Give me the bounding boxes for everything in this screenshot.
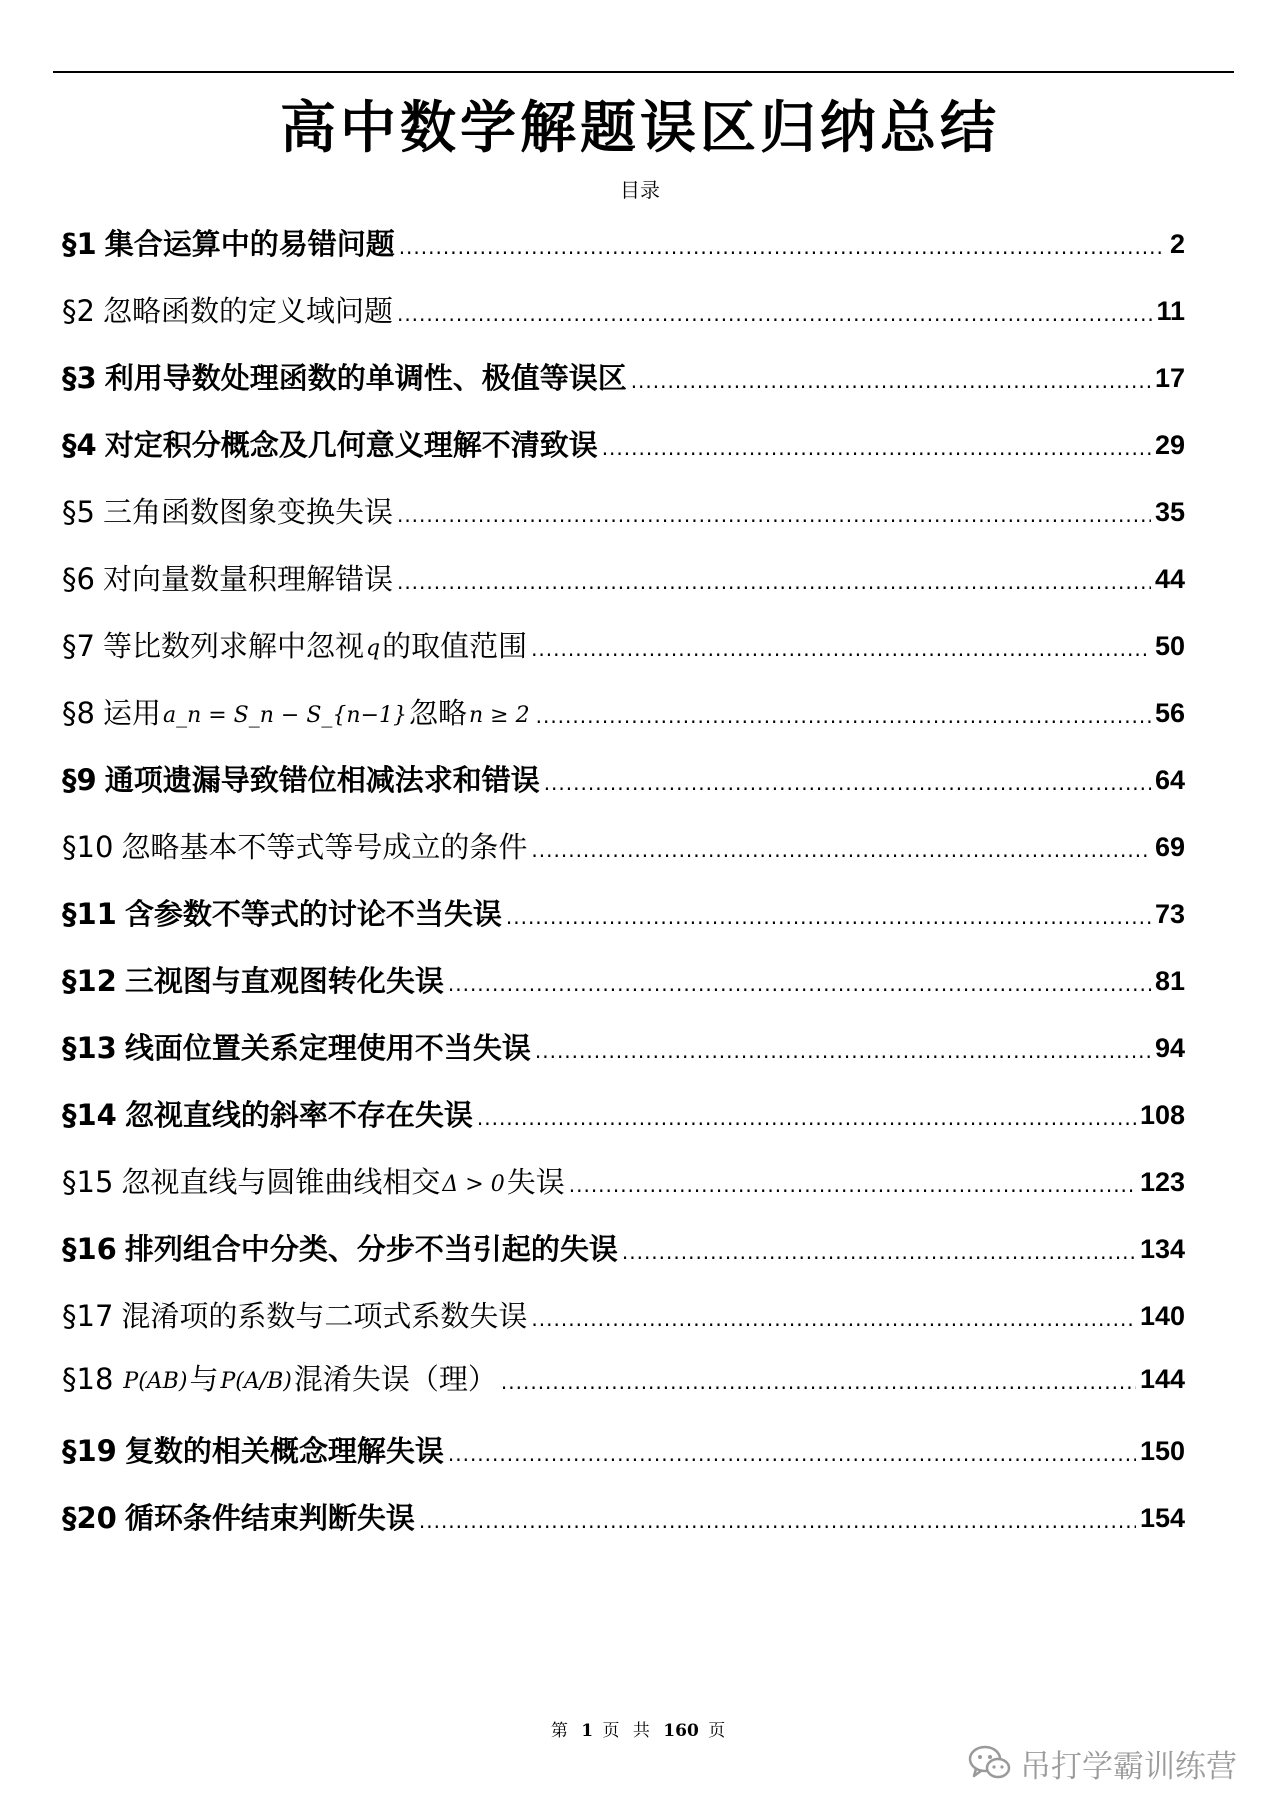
toc-entry-number: §9: [62, 763, 97, 797]
toc-entry[interactable]: [62, 1225, 1185, 1269]
toc-entry-title: 忽略: [409, 696, 468, 730]
toc-entry-title: 忽视直线与圆锥曲线相交: [121, 1165, 441, 1199]
toc-heading: 目录: [620, 178, 660, 202]
dot-leader: [531, 836, 1151, 867]
toc-entry-number: §10: [62, 830, 114, 864]
dot-leader: [622, 1238, 1136, 1269]
toc-entry-title: 与: [189, 1362, 219, 1396]
dot-leader: [536, 702, 1151, 733]
toc-entry-number: §14: [62, 1098, 117, 1132]
toc-entry-title: 线面位置关系定理使用不当失误: [124, 1031, 531, 1065]
toc-entry-title: 的取值范围: [382, 629, 528, 663]
toc-entry-title: 忽略基本不等式等号成立的条件: [121, 830, 528, 864]
toc-entry-title: 含参数不等式的讨论不当失误: [124, 897, 502, 931]
toc-entry-page: 154: [1139, 1503, 1185, 1533]
watermark: [968, 1740, 1237, 1786]
toc-entry-title: 混淆失误（理）: [293, 1362, 497, 1396]
toc-entry-page: 50: [1154, 631, 1185, 661]
dot-leader: [397, 501, 1151, 532]
footer-current-page: 1: [581, 1721, 594, 1741]
dot-leader: [544, 769, 1151, 800]
dot-leader: [399, 233, 1166, 264]
toc-entry-title: 复数的相关概念理解失误: [124, 1434, 444, 1468]
toc-entry-page: 108: [1139, 1100, 1185, 1130]
toc-entry-title: 循环条件结束判断失误: [124, 1501, 415, 1535]
dot-leader: [397, 300, 1152, 331]
toc-entry-title: 三视图与直观图转化失误: [124, 964, 444, 998]
header-rule: [53, 71, 1234, 73]
footer-total-pages: 160: [663, 1721, 699, 1741]
toc-entry-page: 2: [1169, 229, 1185, 259]
dot-leader: [535, 1037, 1151, 1068]
toc-entry-number: §20: [62, 1501, 117, 1535]
dot-leader: [506, 903, 1151, 934]
toc-entry-title: 三角函数图象变换失误: [102, 495, 393, 529]
toc-entry[interactable]: [62, 957, 1185, 1001]
math-formula-pab: P(AB): [123, 1369, 188, 1394]
toc-entry-number: §18: [62, 1362, 114, 1396]
toc-entry[interactable]: [62, 756, 1185, 800]
toc-entry[interactable]: [62, 421, 1185, 465]
math-formula-an: a_n = S_n − S_{n−1}: [162, 703, 407, 728]
toc-entry-page: 150: [1139, 1436, 1185, 1466]
toc-entry-page: 11: [1156, 296, 1185, 326]
toc-entry[interactable]: [62, 1427, 1185, 1471]
toc-entry-title: 对定积分概念及几何意义理解不清致误: [104, 428, 598, 462]
dot-leader: [631, 367, 1151, 398]
toc-entry-page: 144: [1139, 1364, 1185, 1394]
toc-entry-number: §1: [62, 227, 97, 261]
toc-entry-title: 集合运算中的易错问题: [104, 227, 395, 261]
toc-entry[interactable]: [62, 1355, 1185, 1399]
toc-entry-page: 44: [1154, 564, 1185, 594]
toc-entry[interactable]: [62, 1091, 1185, 1135]
dot-leader: [602, 434, 1151, 465]
toc-entry-page: 29: [1154, 430, 1185, 460]
math-formula-delta: Δ > 0: [442, 1172, 505, 1197]
toc-entry-title: 通项遗漏导致错位相减法求和错误: [104, 763, 540, 797]
toc-entry-number: §4: [62, 428, 97, 462]
toc-entry-number: §19: [62, 1434, 117, 1468]
toc-entry-number: §17: [62, 1299, 114, 1333]
toc-entry-number: §3: [62, 361, 97, 395]
toc-entry[interactable]: [62, 1024, 1185, 1068]
toc-entry-number: §5: [62, 495, 95, 529]
dot-leader: [501, 1368, 1136, 1399]
toc-entry[interactable]: [62, 1494, 1185, 1538]
document-title: 高中数学解题误区归纳总结: [280, 95, 1000, 161]
toc-entry-number: §11: [62, 897, 117, 931]
toc-entry[interactable]: [62, 823, 1185, 867]
toc-entry[interactable]: [62, 555, 1185, 599]
wechat-icon: [968, 1744, 1012, 1782]
dot-leader: [477, 1104, 1136, 1135]
toc-entry-page: 35: [1154, 497, 1185, 527]
toc-entry-page: 64: [1154, 765, 1185, 795]
toc-entry-title: 忽略函数的定义域问题: [102, 294, 393, 328]
toc-entry-page: 123: [1139, 1167, 1185, 1197]
toc-entry-number: §16: [62, 1232, 117, 1266]
dot-leader: [419, 1507, 1136, 1538]
toc-entry[interactable]: [62, 1292, 1185, 1336]
footer-prefix: 第: [550, 1721, 572, 1741]
toc-entry[interactable]: [62, 689, 1185, 733]
footer-suffix: 页: [708, 1721, 730, 1741]
toc-entry-number: §7: [62, 629, 95, 663]
toc-entry-title: 失误: [506, 1165, 565, 1199]
toc-entry-number: §6: [62, 562, 95, 596]
toc-entry-page: 17: [1154, 363, 1185, 393]
watermark-text: 吊打学霸训练营: [1020, 1748, 1237, 1785]
toc-entry[interactable]: [62, 220, 1185, 264]
toc-entry[interactable]: [62, 622, 1185, 666]
toc-entry-number: §13: [62, 1031, 117, 1065]
toc-entry-number: §12: [62, 964, 117, 998]
dot-leader: [448, 1440, 1136, 1471]
toc-entry-number: §15: [62, 1165, 114, 1199]
toc-entry-title: 运用: [102, 696, 161, 730]
toc-entry-title: 等比数列求解中忽视: [102, 629, 364, 663]
dot-leader: [448, 970, 1151, 1001]
toc-entry-title: 混淆项的系数与二项式系数失误: [121, 1299, 528, 1333]
toc-entry-title: 利用导数处理函数的单调性、极值等误区: [104, 361, 627, 395]
dot-leader: [531, 1305, 1136, 1336]
toc-entry-number: §2: [62, 294, 95, 328]
dot-leader: [569, 1171, 1136, 1202]
math-formula-n: n ≥ 2: [469, 703, 530, 728]
toc-entry[interactable]: [62, 890, 1185, 934]
toc-entry-title: 排列组合中分类、分步不当引起的失误: [124, 1232, 618, 1266]
toc-entry-page: 94: [1154, 1033, 1185, 1063]
toc-entry-page: 56: [1154, 698, 1185, 728]
math-formula-conditional-probability: P(A/B): [220, 1369, 292, 1394]
dot-leader: [397, 568, 1151, 599]
toc-entry-number: §8: [62, 696, 95, 730]
toc-entry-page: 81: [1154, 966, 1185, 996]
toc-entry[interactable]: [62, 488, 1185, 532]
toc-entry[interactable]: [62, 1158, 1185, 1202]
toc-entry-page: 69: [1154, 832, 1185, 862]
toc-entry-title: 忽视直线的斜率不存在失误: [124, 1098, 473, 1132]
toc-entry-page: 134: [1139, 1234, 1185, 1264]
toc-entry-title: 对向量数量积理解错误: [102, 562, 393, 596]
toc-entry-page: 140: [1139, 1301, 1185, 1331]
footer-middle: 页 共: [602, 1721, 654, 1741]
math-variable-q: q: [365, 636, 381, 661]
toc-entry-page: 73: [1154, 899, 1185, 929]
toc-entry[interactable]: [62, 354, 1185, 398]
dot-leader: [531, 635, 1151, 666]
toc-entry[interactable]: [62, 287, 1185, 331]
